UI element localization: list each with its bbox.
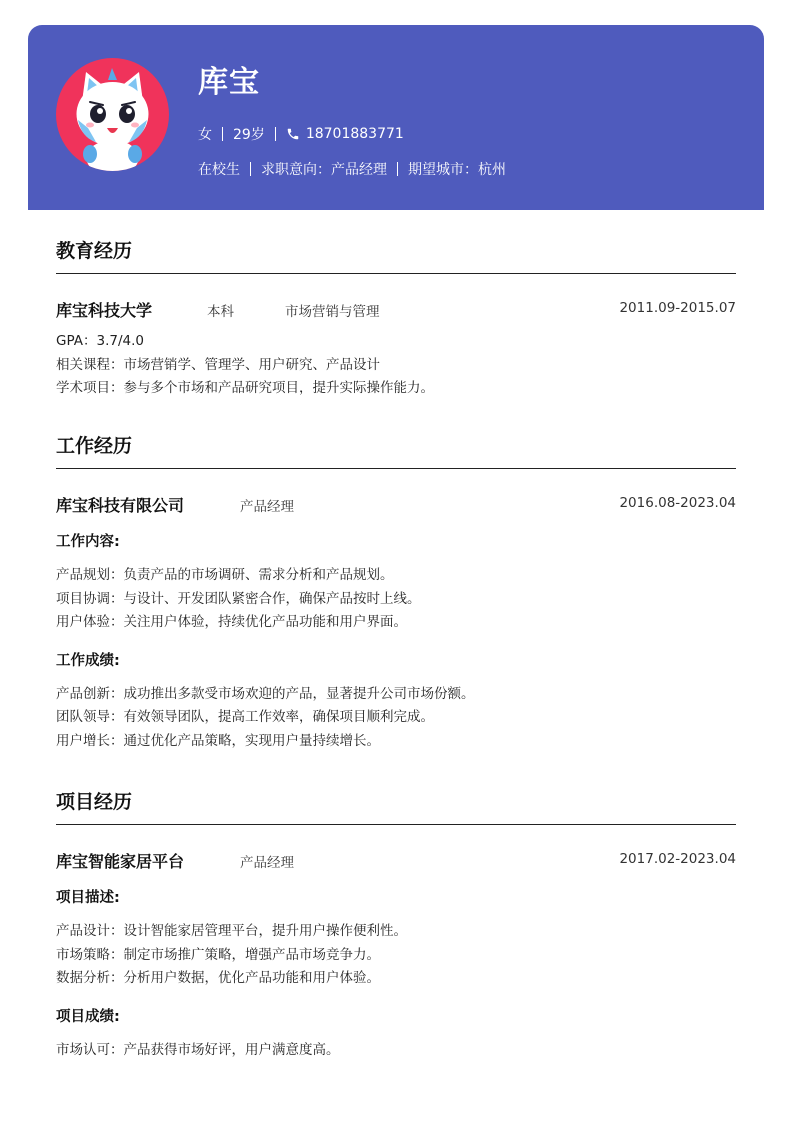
phone-number[interactable]: 18701883771 xyxy=(305,126,404,142)
phone-icon xyxy=(286,127,300,141)
major: 市场营销与管理 xyxy=(285,304,380,320)
list-item: 用户增长：通过优化产品策略，实现用户量持续增长。 xyxy=(56,732,380,749)
project-desc-list xyxy=(56,920,736,991)
job-intention: 求职意向：产品经理 xyxy=(261,162,387,178)
education-entry-header xyxy=(56,298,736,324)
project-role: 产品经理 xyxy=(240,855,294,871)
avatar xyxy=(56,58,169,171)
list-item: 用户体验：关注用户体验，持续优化产品功能和用户界面。 xyxy=(56,614,407,630)
detail-line: 学术项目：参与多个市场和产品研究项目，提升实际操作能力。 xyxy=(56,380,434,396)
basic-info-row xyxy=(198,124,404,144)
detail-line: GPA：3.7/4.0 xyxy=(56,333,144,349)
section-divider xyxy=(56,468,736,469)
cat-mascot-icon xyxy=(56,58,169,171)
section-divider xyxy=(56,273,736,274)
work-content-title: 工作内容: xyxy=(56,534,120,550)
resume-header xyxy=(28,25,764,210)
work-content-list xyxy=(56,564,736,635)
degree: 本科 xyxy=(207,304,234,320)
divider xyxy=(250,162,251,176)
section-title: 项目经历 xyxy=(56,791,133,813)
section-title: 教育经历 xyxy=(56,240,133,262)
list-item: 市场策略：制定市场推广策略，增强产品市场竞争力。 xyxy=(56,946,380,963)
position: 产品经理 xyxy=(240,499,294,515)
project-results-title: 项目成绩: xyxy=(56,1008,120,1025)
detail-line: 相关课程：市场营销学、管理学、用户研究、产品设计 xyxy=(56,356,380,373)
project-results-list xyxy=(56,1039,736,1063)
list-item: 项目协调：与设计、开发团队紧密合作，确保产品按时上线。 xyxy=(56,590,421,607)
list-item: 产品创新：成功推出多款受市场欢迎的产品，显著提升公司市场份额。 xyxy=(56,685,475,702)
education-section xyxy=(56,237,736,401)
divider xyxy=(275,127,276,141)
list-item: 数据分析：分析用户数据，优化产品功能和用户体验。 xyxy=(56,970,380,986)
work-date: 2016.08-2023.04 xyxy=(619,495,736,511)
project-name: 库宝智能家居平台 xyxy=(56,852,185,871)
work-achievements-list xyxy=(56,683,736,754)
work-entry-header xyxy=(56,493,736,519)
education-details xyxy=(56,330,736,401)
company-name: 库宝科技有限公司 xyxy=(56,496,185,515)
list-item: 市场认可：产品获得市场好评，用户满意度高。 xyxy=(56,1041,340,1058)
list-item: 产品规划：负责产品的市场调研、需求分析和产品规划。 xyxy=(56,567,394,583)
list-item: 产品设计：设计智能家居管理平台，提升用户操作便利性。 xyxy=(56,923,407,939)
education-date: 2011.09-2015.07 xyxy=(619,300,736,316)
work-achievements-title: 工作成绩: xyxy=(56,652,120,669)
candidate-name: 库宝 xyxy=(198,65,260,100)
divider xyxy=(222,127,223,141)
project-desc-title: 项目描述: xyxy=(56,890,120,906)
project-date: 2017.02-2023.04 xyxy=(619,851,736,867)
project-entry-header xyxy=(56,849,736,875)
section-divider xyxy=(56,824,736,825)
job-info-row xyxy=(198,159,506,179)
work-section xyxy=(56,432,736,753)
section-title: 工作经历 xyxy=(56,435,133,457)
list-item: 团队领导：有效领导团队，提高工作效率，确保项目顺利完成。 xyxy=(56,709,434,725)
age: 29岁 xyxy=(233,127,265,143)
gender: 女 xyxy=(198,127,212,143)
expected-city: 期望城市：杭州 xyxy=(408,162,506,178)
status: 在校生 xyxy=(198,162,240,178)
project-section xyxy=(56,788,736,1062)
school-name: 库宝科技大学 xyxy=(56,301,153,320)
divider xyxy=(397,162,398,176)
